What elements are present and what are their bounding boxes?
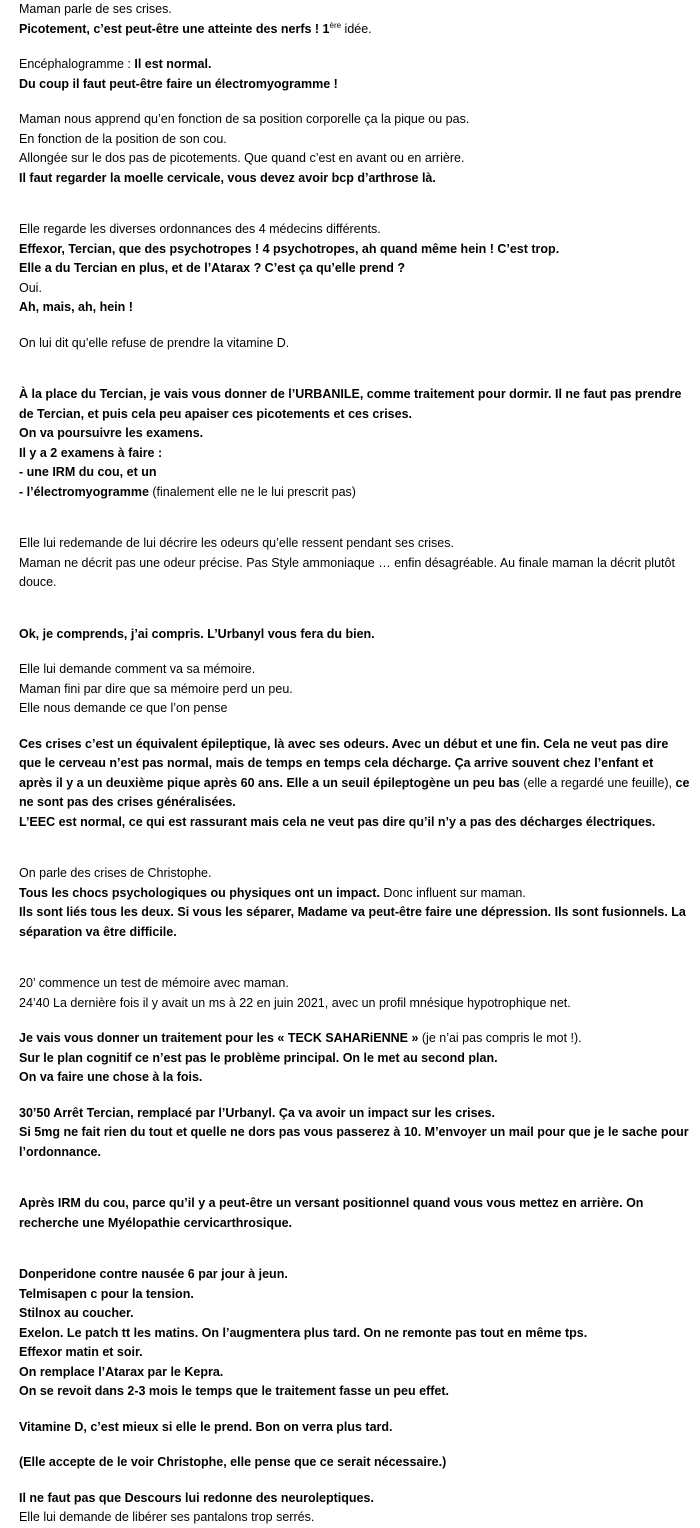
bold-text: On va faire une chose à la fois. — [19, 1070, 203, 1084]
text-line — [19, 1343, 690, 1363]
plain-text: Maman nous apprend qu’en fonction de sa position corporelle ça la pique ou pas. — [19, 112, 470, 126]
plain-text: Donc influent sur maman. — [379, 885, 526, 900]
text-line — [19, 534, 690, 554]
plain-text: 20’ commence un test de mémoire avec maman. — [19, 976, 289, 990]
text-line — [19, 483, 690, 503]
text-line — [19, 994, 690, 1014]
bold-text: Il faut regarder la moelle cervicale, vous devez avoir bcp d’arthrose là. — [19, 170, 436, 185]
text-line — [19, 974, 690, 994]
paragraph-gap — [19, 593, 690, 625]
plain-text: idée. — [341, 21, 372, 36]
text-line — [19, 1285, 690, 1305]
plain-text: 24’40 La dernière fois il y avait un ms à 22 en juin 2021, avec un profil mnésique hypotrophique net. — [19, 995, 571, 1010]
plain-text: Allongée sur le dos pas de picotements. Que quand c’est en avant ou en arrière. — [19, 151, 465, 165]
text-line — [19, 1382, 690, 1402]
paragraph-gap — [19, 188, 690, 220]
bold-text: Tous les chocs psychologiques ou physiques ont un impact. — [19, 885, 380, 900]
bold-text: Il est normal. — [134, 57, 212, 71]
text-line — [19, 444, 690, 464]
plain-text: Elle lui demande de libérer ses pantalons trop serrés. — [19, 1510, 315, 1524]
text-line — [19, 680, 690, 700]
text-line — [19, 20, 690, 40]
bold-text: - l’électromyogramme — [19, 484, 149, 499]
text-line — [19, 110, 690, 130]
text-line — [19, 1049, 690, 1069]
bold-text: On se revoit dans 2-3 mois le temps que le traitement fasse un peu effet. — [19, 1384, 449, 1398]
paragraph-gap — [19, 644, 690, 660]
paragraph-gap — [19, 318, 690, 334]
bold-text: - une IRM du cou, et un — [19, 465, 157, 479]
superscript-text: ère — [329, 20, 342, 30]
bold-text: Ils sont liés tous les deux. Si vous les séparer, Madame va peut-être faire une dépression. Ils sont fusionnels. La séparation va être difficile. — [19, 905, 686, 939]
bold-text: Sur le plan cognitif ce n’est pas le problème principal. On le met au second plan. — [19, 1050, 498, 1065]
text-line — [19, 424, 690, 444]
text-line — [19, 220, 690, 240]
bold-text: Ah, mais, ah, hein ! — [19, 300, 133, 314]
paragraph-gap — [19, 719, 690, 735]
text-line — [19, 864, 690, 884]
text-line — [19, 1489, 690, 1509]
plain-text: (je n’ai pas compris le mot !). — [418, 1031, 582, 1045]
bold-text: Elle a du Tercian en plus, et de l’Atarax ? C’est ça qu’elle prend ? — [19, 261, 405, 275]
plain-text: Oui. — [19, 280, 42, 295]
text-line — [19, 1304, 690, 1324]
paragraph-gap — [19, 39, 690, 55]
text-line — [19, 699, 690, 719]
bold-text: Telmisapen c pour la tension. — [19, 1286, 194, 1301]
paragraph-gap — [19, 942, 690, 974]
plain-text: Maman ne décrit pas une odeur précise. Pas Style ammoniaque … enfin désagréable. Au finale maman la décrit plutôt douce. — [19, 555, 675, 589]
text-line — [19, 334, 690, 354]
bold-text: Si 5mg ne fait rien du tout et quelle ne dors pas vous passerez à 10. M’envoyer un mail pour que je le sache pour l’ordonnance. — [19, 1125, 689, 1159]
bold-text: Ok, je comprends, j’ai compris. L’Urbanyl vous fera du bien. — [19, 626, 375, 641]
text-line — [19, 259, 690, 279]
paragraph-gap — [19, 832, 690, 864]
bold-text: On va poursuivre les examens. — [19, 426, 204, 440]
bold-text: Stilnox au coucher. — [19, 1306, 134, 1320]
bold-text: Donperidone contre nausée 6 par jour à jeun. — [19, 1267, 288, 1281]
bold-text: Il ne faut pas que Descours lui redonne des neuroleptiques. — [19, 1490, 374, 1505]
plain-text: Maman parle de ses crises. — [19, 2, 172, 16]
text-line — [19, 240, 690, 260]
bold-text: 30’50 Arrêt Tercian, remplacé par l’Urbanyl. Ça va avoir un impact sur les crises. — [19, 1105, 495, 1120]
text-line — [19, 1324, 690, 1344]
bold-text: (Elle accepte de le voir Christophe, elle pense que ce serait nécessaire.) — [19, 1455, 447, 1469]
text-line — [19, 1123, 690, 1162]
paragraph-gap — [19, 94, 690, 110]
text-line — [19, 625, 690, 645]
paragraph-gap — [19, 1437, 690, 1453]
text-line — [19, 149, 690, 169]
bold-text: Il y a 2 examens à faire : — [19, 445, 163, 460]
text-line — [19, 75, 690, 95]
text-line — [19, 903, 690, 942]
text-line — [19, 130, 690, 150]
text-line — [19, 1508, 690, 1528]
text-line — [19, 660, 690, 680]
bold-text: On remplace l’Atarax par le Kepra. — [19, 1364, 224, 1379]
text-line — [19, 1068, 690, 1088]
plain-text: On lui dit qu’elle refuse de prendre la vitamine D. — [19, 335, 290, 350]
paragraph-gap — [19, 1088, 690, 1104]
text-line — [19, 1363, 690, 1383]
text-line — [19, 813, 690, 833]
text-line — [19, 55, 690, 75]
text-line — [19, 298, 690, 318]
plain-text: (finalement elle ne le lui prescrit pas) — [148, 484, 356, 499]
bold-text: Picotement, c’est peut-être une atteinte des nerfs ! 1 — [19, 21, 330, 36]
text-line — [19, 169, 690, 189]
plain-text: Maman fini par dire que sa mémoire perd un peu. — [19, 681, 293, 696]
paragraph-gap — [19, 1013, 690, 1029]
plain-text: Encéphalogramme : — [19, 57, 135, 71]
plain-text: Elle regarde les diverses ordonnances des 4 médecins différents. — [19, 222, 381, 236]
plain-text: (elle a regardé une feuille), — [519, 775, 676, 790]
paragraph-gap — [19, 1473, 690, 1489]
text-line — [19, 1029, 690, 1049]
paragraph-gap — [19, 1402, 690, 1418]
text-line — [19, 0, 690, 20]
text-line — [19, 884, 690, 904]
paragraph-gap — [19, 1162, 690, 1194]
plain-text: Elle lui demande comment va sa mémoire. — [19, 662, 256, 676]
paragraph-gap — [19, 1233, 690, 1265]
text-line — [19, 463, 690, 483]
text-line — [19, 735, 690, 813]
bold-text: Effexor, Tercian, que des psychotropes ! 4 psychotropes, ah quand même hein ! C’est trop. — [19, 241, 560, 256]
bold-text: Vitamine D, c’est mieux si elle le prend. Bon on verra plus tard. — [19, 1419, 393, 1434]
bold-text: Je vais vous donner un traitement pour les « TECK SAHARiENNE » — [19, 1031, 419, 1045]
bold-text: Exelon. Le patch tt les matins. On l’augmentera plus tard. On ne remonte pas tout en même tps. — [19, 1325, 588, 1340]
text-line — [19, 554, 690, 593]
bold-text: Effexor matin et soir. — [19, 1345, 143, 1359]
paragraph-gap — [19, 502, 690, 534]
text-line — [19, 385, 690, 424]
bold-text: Après IRM du cou, parce qu’il y a peut-être un versant positionnel quand vous vous mettez en arrière. On recherche une Myélopathie cervicarthrosique. — [19, 1196, 644, 1230]
plain-text: On parle des crises de Christophe. — [19, 866, 212, 880]
bold-text: ce ne sont pas des crises généralisées. — [19, 775, 690, 809]
text-line — [19, 279, 690, 299]
text-line — [19, 1265, 690, 1285]
text-line — [19, 1104, 690, 1124]
bold-text: À la place du Tercian, je vais vous donner de l’URBANILE, comme traitement pour dormir. Il ne faut pas prendre de Tercian, et puis cela peu apaiser ces picotements et ces crises. — [19, 387, 682, 421]
bold-text: Du coup il faut peut-être faire un électromyogramme ! — [19, 76, 338, 91]
text-line — [19, 1194, 690, 1233]
plain-text: Elle nous demande ce que l’on pense — [19, 701, 228, 715]
bold-text: Ces crises c’est un équivalent épileptique, là avec ses odeurs. Avec un début et une fin. Cela ne veut pas dire que le cerveau n’est pas normal, mais de temps en temps cela décharge. Ça arrive souvent chez l’enfant et après il y a un deuxième pique après 60 ans. Elle a un seuil épileptogène un peu bas — [19, 736, 669, 790]
text-line — [19, 1418, 690, 1438]
paragraph-gap — [19, 353, 690, 385]
bold-text: L’EEC est normal, ce qui est rassurant mais cela ne veut pas dire qu’il n’y a pas des décharges électriques. — [19, 814, 656, 829]
plain-text: Elle lui redemande de lui décrire les odeurs qu’elle ressent pendant ses crises. — [19, 536, 454, 550]
plain-text: En fonction de la position de son cou. — [19, 131, 227, 146]
